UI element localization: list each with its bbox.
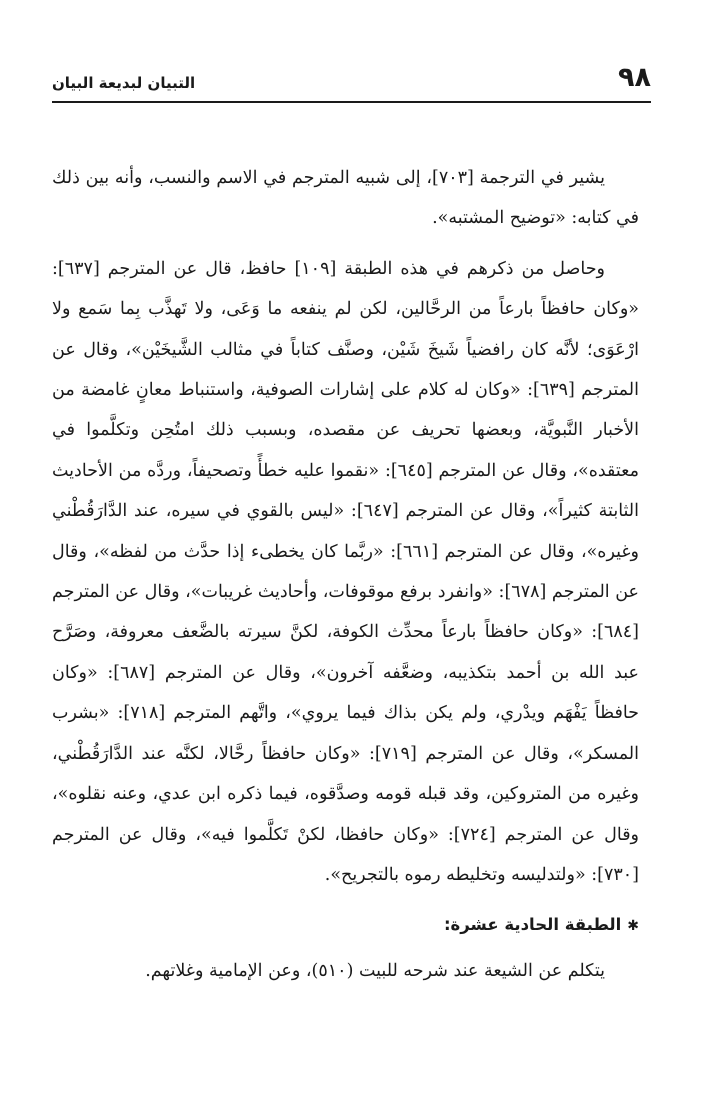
page-header [52, 62, 651, 102]
page-number: ٩٨ [618, 62, 651, 93]
section-paragraph: يتكلم عن الشيعة عند شرحه للبيت (٥١٠)، وعن الإمامية وغلاتهم. [145, 960, 605, 981]
section-heading [52, 905, 639, 946]
running-title: التبيان لبديعة البيان [52, 74, 196, 92]
paragraph-1: يشير في الترجمة [٧٠٣]، إلى شبيه المترجم في الاسم والنسب، وأنه بين ذلك في كتابه: «توضيح المشتبه». [52, 168, 639, 229]
paragraph-2: وحاصل من ذكرهم في هذه الطبقة [١٠٩] حافظ، قال عن المترجم [٦٣٧]: «وكان حافظاً بارعاً من الرحَّالين، لكن لم ينفعه ما وَعَى، ولا تَهذَّب بِما سَمع ولا ارْعَوَى؛ لأنَّه كان رافضياً شَيخَ شَيْن، وصنَّف كتاباً في مثالب الشَّيخَيْن»، وقال عن المترجم [٦٣٩]: «وكان له كلام على إشارات الصوفية، واستنباط معانٍ غامضة من الأخبار النَّبويَّة، وبعضها تحريف عن مقصده، وبسبب ذلك امتُحِن وتكلَّموا في معتقده»، وقال عن المترجم [٦٤٥]: «نقموا عليه خطأً وتصحيفاً، وردَّه من الأحاديث الثابتة كثيراً»، وقال عن المترجم [٦٤٧]: «ليس بالقوي في سيره، عند الدَّارَقُطْني وغيره»، وقال عن المترجم [٦٦١]: «ربَّما كان يخطىء إذا حدَّث من لفظه»، وقال عن المترجم [٦٧٨]: «وانفرد برفع موقوفات، وأحاديث غريبات»، وقال عن المترجم [٦٨٤]: «وكان حافظاً بارعاً محدِّث الكوفة، لكنَّ سيرته بالضَّعف معروفة، وصَرَّح عبد الله بن أحمد بتكذيبه، وضعَّفه آخرون»، وقال عن المترجم [٦٨٧]: «وكان حافظاً يَفْهَم ويدْري، ولم يكن بذاك فيما يروي»، واتَّهم المترجم [٧١٨]: «بشرب المسكر»، وقال عن المترجم [٧١٩]: «وكان حافظاً رحَّالا، لكنَّه عند الدَّارَقُطْني، وغيره من المتروكين، وقد قبله قومه وصدَّقوه، فيما ذكره ابن عدي، وعنه نقلوه»، وقال عن المترجم [٧٢٤]: «وكان حافظا، لكنْ تَكلَّموا فيه»، وقال عن المترجم [٧٣٠]: «ولتدليسه وتخليطه رموه بالتجريح». [52, 258, 640, 885]
header-divider [52, 101, 651, 103]
star-bullet-icon: ✱ [627, 918, 639, 935]
section-heading-text: الطبقة الحادية عشرة: [443, 915, 622, 935]
body-text [52, 158, 639, 991]
